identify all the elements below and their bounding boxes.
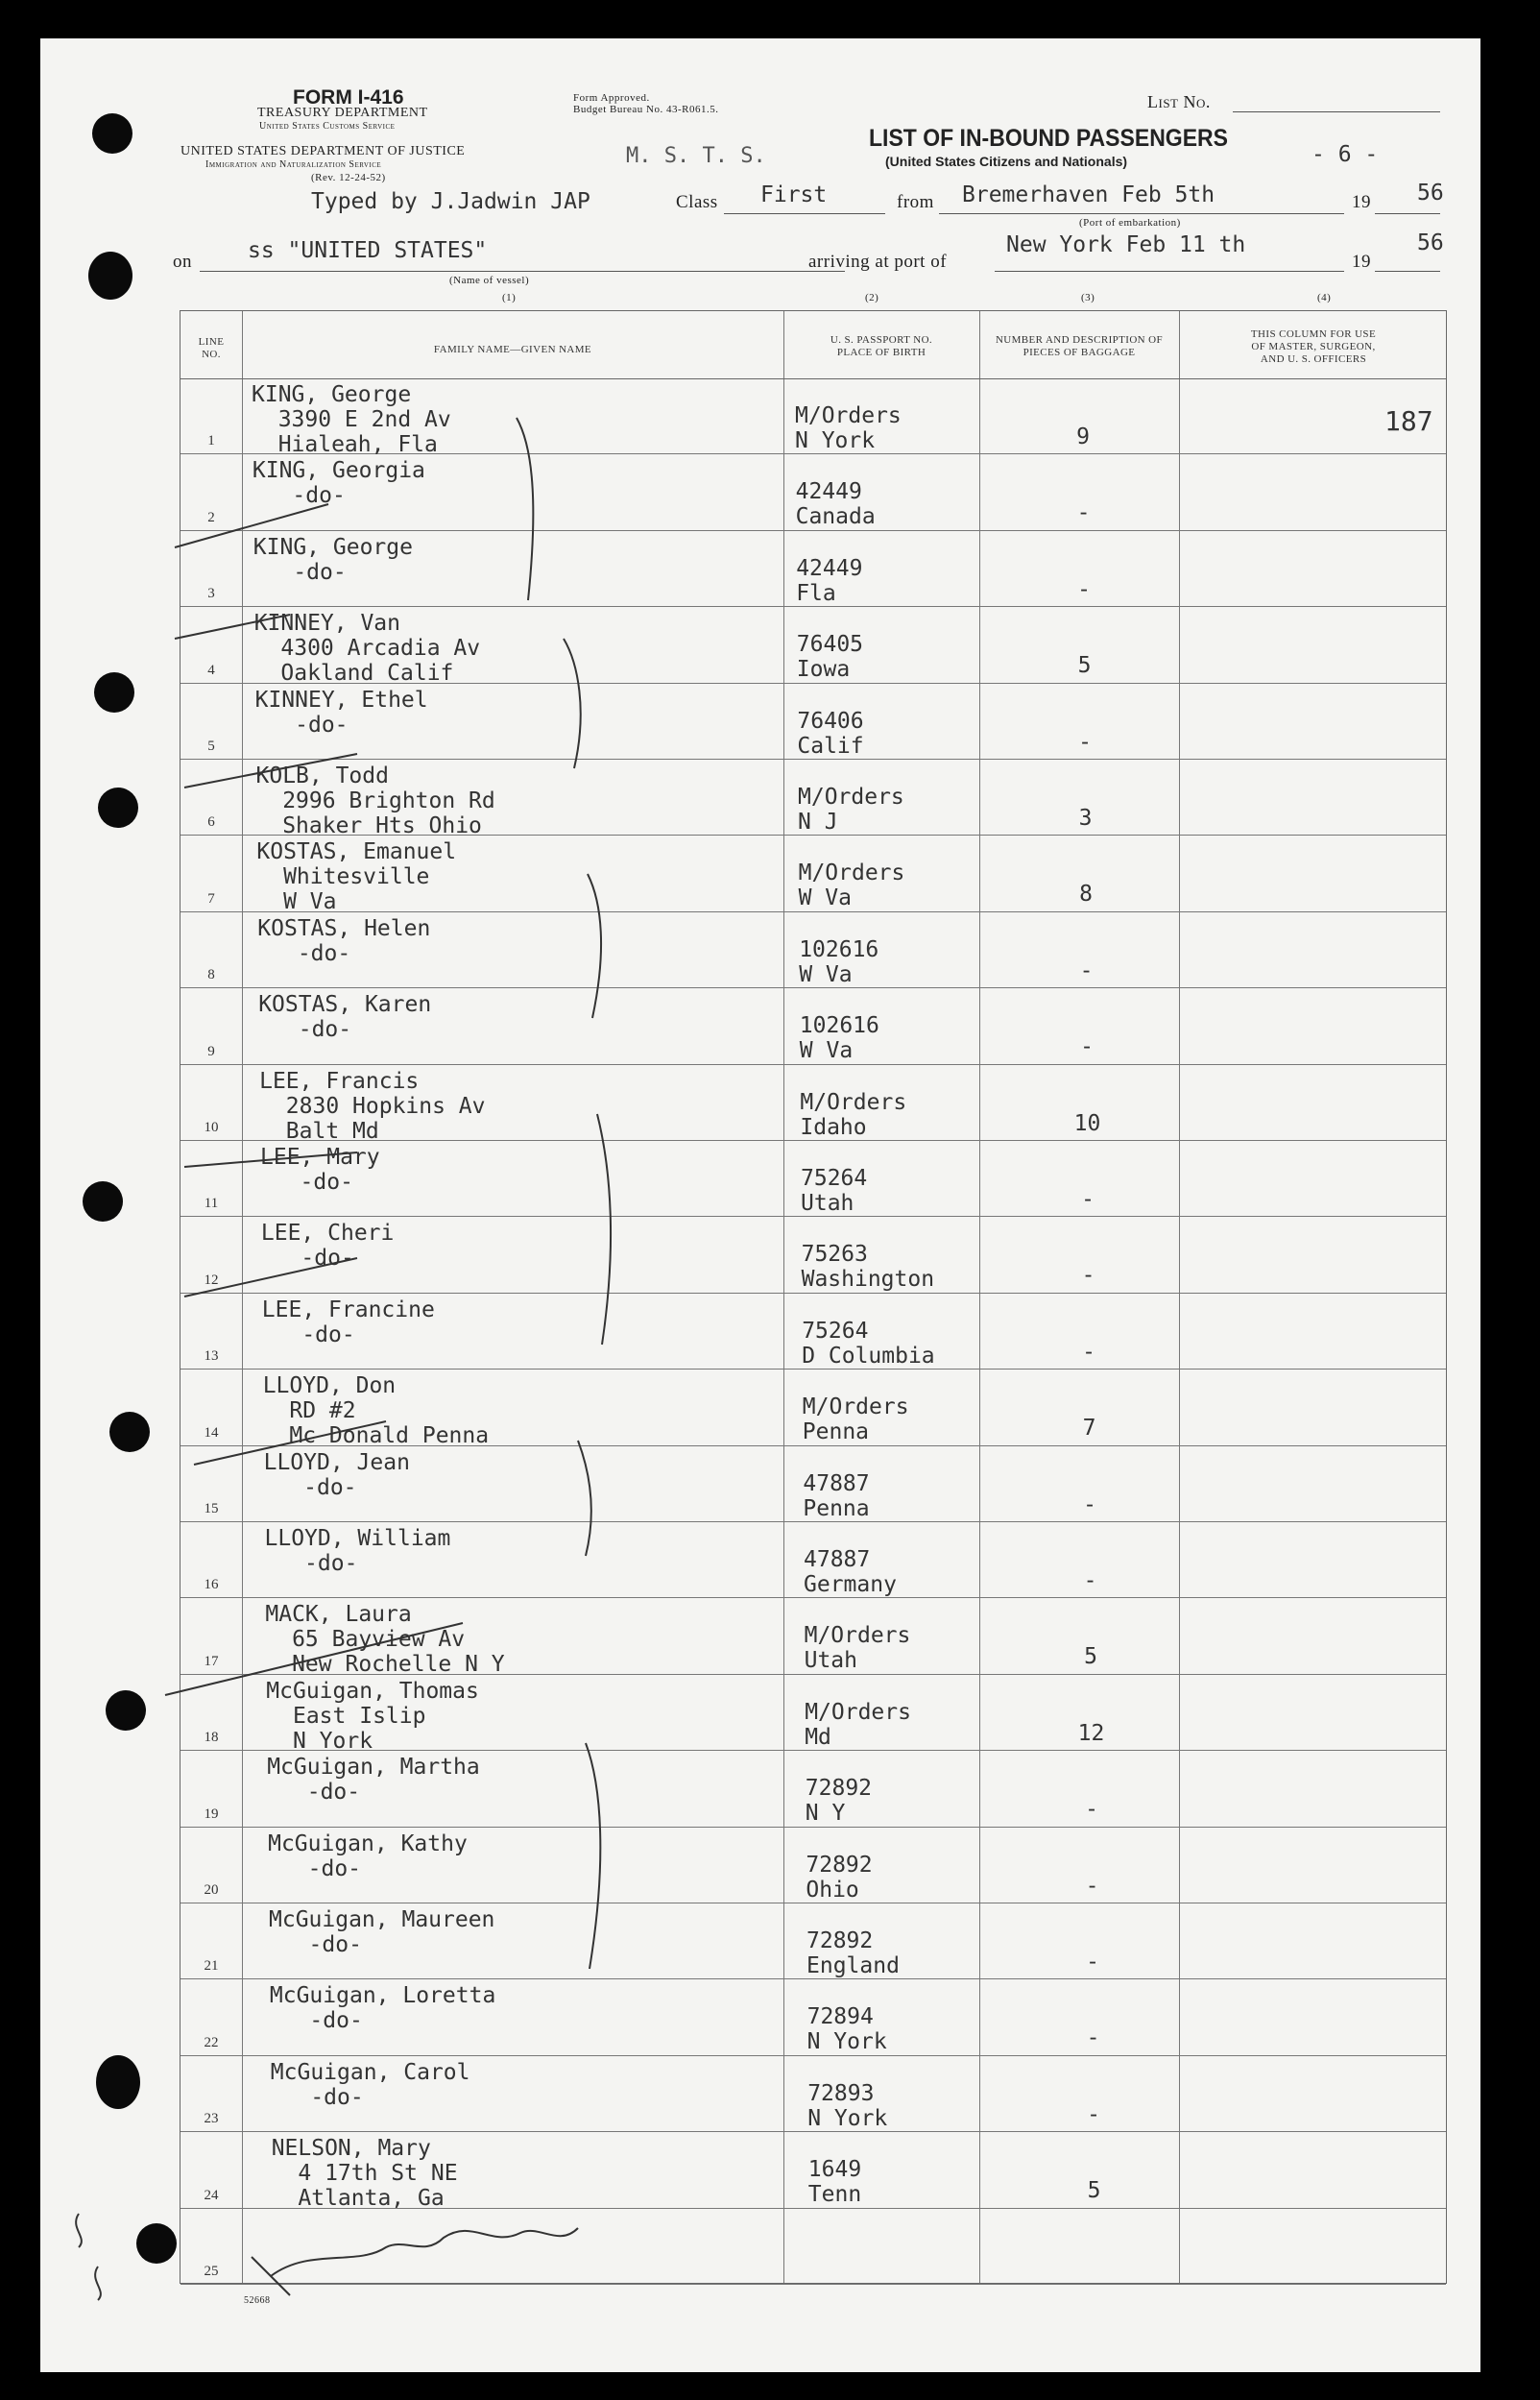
name-line: RD #2 [262,1398,356,1424]
line-number: 5 [207,738,215,754]
name-line: KINNEY, Van [253,611,401,637]
name-line: -do- [254,712,349,738]
handwritten-marks [40,38,1480,2372]
passport-line: W Va [798,885,852,911]
line-number: 19 [204,1806,219,1822]
name-line: -do- [261,1321,355,1347]
line-number: 10 [204,1119,219,1135]
line-number: 2 [207,509,215,525]
line-number: 15 [204,1500,219,1516]
line-number: 8 [207,967,215,983]
passport-line: D Columbia [802,1343,935,1369]
passport-line: Utah [804,1648,857,1674]
line-number: 16 [204,1577,219,1593]
baggage-count: - [1087,2101,1100,2127]
stamp-number: 187 [1384,405,1433,437]
passport-line: Md [805,1724,831,1750]
header-baggage: NUMBER AND DESCRIPTION OF PIECES OF BAGGAGE [995,334,1164,358]
baggage-count: - [1076,500,1091,526]
name-line: -do- [252,483,346,509]
baggage-count: 5 [1084,1644,1097,1670]
name-line: 2996 Brighton Rd [255,788,495,813]
line-number: 1 [207,433,215,449]
passport-line: Penna [802,1419,870,1445]
revision: (Rev. 12-24-52) [311,172,386,183]
name-line: LEE, Mary [260,1145,380,1170]
baggage-count: - [1077,576,1091,602]
passport-line: 75263 [801,1242,868,1268]
passport-line: 72894 [806,2004,874,2030]
page-mark: - 6 - [1311,142,1379,167]
on-label: on [173,252,192,272]
passport-line: Iowa [796,657,851,683]
passport-line: N J [798,810,838,835]
year-2: 56 [1417,230,1444,255]
passport-line: M/Orders [798,785,904,810]
name-line: KING, George [252,382,412,407]
passport-line: Fla [796,580,836,606]
passport-line: N York [807,2105,888,2131]
name-line: KOSTAS, Helen [257,915,431,941]
passport-line: M/Orders [802,1394,909,1420]
form-id: FORM I-416 [293,86,404,109]
passport-line: M/Orders [800,1089,907,1115]
name-line: McGuigan, Maureen [269,1907,495,1932]
name-line: W Va [256,889,337,915]
passport-line: England [806,1953,900,1978]
baggage-count: - [1085,1873,1099,1899]
baggage-count: - [1083,1491,1096,1517]
baggage-count: - [1078,729,1092,755]
passport-line: N York [795,428,876,453]
document-page [40,38,1480,2372]
line-number: 21 [204,1958,219,1975]
line-number: 4 [207,662,215,678]
from-value: Bremerhaven Feb 5th [962,182,1215,207]
passport-line: Idaho [800,1114,867,1140]
passport-line: Germany [804,1572,897,1597]
passport-line: Calif [797,733,864,759]
passport-line: N Y [805,1801,846,1827]
msts-mark: M. S. T. S. [626,144,766,168]
customs-service: United States Customs Service [259,121,396,132]
passport-line: N York [806,2029,887,2055]
line-number: 12 [204,1272,219,1288]
line-number: 22 [204,2034,219,2050]
line-number: 17 [204,1653,219,1669]
baggage-count: 8 [1079,882,1093,908]
name-line: KOSTAS, Karen [258,992,432,1018]
name-line: -do- [260,1246,354,1272]
passport-line: 76406 [797,708,864,734]
name-line: -do- [268,1855,362,1881]
line-number: 11 [204,1196,219,1212]
arriving-value: New York Feb 11 th [1006,232,1246,257]
vessel-name: ss "UNITED STATES" [248,238,488,263]
line-number: 24 [204,2187,219,2203]
name-line: N York [266,1728,373,1754]
vessel-label: (Name of vessel) [449,275,530,286]
passport-line: M/Orders [805,1699,911,1725]
passport-line: Penna [803,1495,870,1521]
line-number: 9 [207,1043,215,1059]
name-line: LEE, Francis [259,1068,420,1094]
name-line: KING, George [253,534,413,560]
baggage-count: 3 [1078,806,1093,831]
baggage-count: - [1080,1034,1094,1060]
name-line: LEE, Francine [261,1297,435,1322]
name-line: Shaker Hts Ohio [255,813,482,838]
name-line: East Islip [266,1703,426,1729]
line-number: 6 [207,814,215,831]
name-line: McGuigan, Thomas [266,1678,479,1704]
name-line: LEE, Cheri [260,1221,395,1247]
name-line: 4300 Arcadia Av [253,636,481,662]
class-value: First [760,182,828,207]
column-number-2: (2) [865,292,879,303]
baggage-count: 9 [1076,424,1090,449]
name-line: NELSON, Mary [271,2136,431,2162]
typed-by: Typed by J.Jadwin JAP [311,189,590,214]
passport-line: Canada [795,504,876,530]
budget-bureau: Budget Bureau No. 43-R061.5. [573,104,719,115]
baggage-count: - [1081,1263,1095,1289]
from-label: from [897,192,934,212]
name-line: -do- [253,559,347,585]
passport-line: 42449 [795,479,862,505]
passport-line: 75264 [802,1318,869,1344]
name-line: -do- [263,1474,357,1500]
name-line: KOLB, Todd [255,764,389,788]
class-label: Class [676,192,718,212]
name-line: KOSTAS, Emanuel [256,839,457,865]
passport-line: 72892 [805,1776,873,1802]
baggage-count: - [1085,1797,1098,1823]
name-line: 4 17th St NE [271,2161,458,2187]
passport-line: Ohio [806,1877,859,1903]
name-line: -do- [264,1551,358,1576]
passport-line: 42449 [796,555,863,581]
passport-line: 72892 [806,1852,873,1878]
name-line: Atlanta, Ga [271,2186,445,2212]
form-subtitle: (United States Citizens and Nationals) [885,154,1128,169]
baggage-count: 5 [1087,2178,1101,2204]
passport-line: M/Orders [804,1623,911,1649]
name-line: MACK, Laura [265,1602,412,1628]
column-number-1: (1) [502,292,517,303]
passport-line: 1649 [807,2157,862,2183]
name-line: -do- [270,2084,364,2110]
immigration-service: Immigration and Naturalization Service [205,159,382,170]
port-embarkation-label: (Port of embarkation) [1079,217,1181,229]
name-line: Mc Donald Penna [262,1423,490,1449]
name-line: -do- [269,1932,362,1957]
baggage-count: 10 [1073,1110,1101,1136]
passport-line: 47887 [804,1547,871,1572]
header-passport: U. S. PASSPORT NO. PLACE OF BIRTH [830,334,933,358]
justice-department: UNITED STATES DEPARTMENT OF JUSTICE [180,144,466,158]
line-number: 23 [204,2111,219,2127]
header-name: FAMILY NAME—GIVEN NAME [433,344,592,355]
baggage-count: 7 [1082,1416,1096,1442]
baggage-count: - [1079,958,1094,983]
name-line: 3390 E 2nd Av [252,407,451,432]
name-line: Balt Md [259,1118,379,1144]
list-no-label: List No. [1147,92,1211,111]
name-line: LLOYD, Jean [263,1449,410,1475]
passport-line: 76405 [796,632,864,658]
passport-line: 72892 [806,1928,874,1953]
name-line: -do- [258,1017,352,1043]
name-line: McGuigan, Carol [270,2059,470,2085]
name-line: -do- [260,1170,353,1195]
name-line: Whitesville [256,864,430,890]
name-line: LLOYD, Don [262,1373,397,1399]
baggage-count: - [1086,1950,1099,1975]
form-title: LIST OF IN-BOUND PASSENGERS [869,125,1228,152]
passport-line: M/Orders [798,861,905,886]
passport-line: W Va [799,961,853,987]
arriving-label: arriving at port of [808,252,948,272]
line-number: 3 [207,586,215,602]
passport-line: Utah [801,1191,854,1216]
line-number: 7 [207,890,215,907]
passport-line: 72893 [807,2080,875,2106]
name-line: McGuigan, Loretta [269,1983,496,2009]
header-officers: THIS COLUMN FOR USE OF MASTER, SURGEON, AND U. S. OFFICERS [1250,328,1377,365]
header-line-no: LINE NO. [198,336,225,360]
name-line: Hialeah, Fla [252,432,438,457]
baggage-count: 12 [1077,1720,1105,1746]
year-prefix: 19 [1352,192,1371,212]
baggage-count: - [1081,1187,1095,1212]
baggage-count: - [1082,1339,1095,1365]
name-line: New Rochelle N Y [265,1652,505,1678]
line-number: 13 [204,1348,219,1365]
name-line: McGuigan, Kathy [268,1830,468,1856]
passport-line: 75264 [801,1166,868,1191]
baggage-count: - [1083,1568,1097,1593]
form-number: 52668 [244,2295,271,2306]
name-line: 65 Bayview Av [265,1627,466,1653]
line-number: 14 [204,1424,219,1441]
line-number: 25 [204,2263,219,2279]
name-line: KING, Georgia [252,458,425,484]
name-line: -do- [269,2008,363,2034]
name-line: LLOYD, William [264,1526,451,1551]
passport-line: M/Orders [795,403,902,428]
form-approved: Form Approved. [573,92,650,104]
name-line: McGuigan, Martha [267,1755,480,1781]
column-number-4: (4) [1317,292,1332,303]
line-number: 18 [204,1730,219,1746]
year-1: 56 [1417,181,1444,206]
line-number: 20 [204,1881,219,1898]
name-line: KINNEY, Ethel [254,687,428,713]
name-line: 2830 Hopkins Av [259,1093,486,1119]
baggage-count: 5 [1077,653,1092,679]
treasury-department: TREASURY DEPARTMENT [257,106,428,120]
name-line: Oakland Calif [253,661,454,687]
passport-line: Tenn [807,2182,862,2208]
passport-line: 102616 [799,1013,879,1039]
year-prefix-2: 19 [1352,252,1371,272]
passport-line: 47887 [803,1470,870,1496]
column-number-3: (3) [1081,292,1095,303]
passport-line: W Va [799,1038,854,1064]
name-line: -do- [257,940,351,966]
passport-line: 102616 [799,936,879,962]
passport-line: Washington [801,1267,935,1293]
name-line: -do- [267,1780,361,1806]
baggage-count: - [1086,2025,1100,2051]
